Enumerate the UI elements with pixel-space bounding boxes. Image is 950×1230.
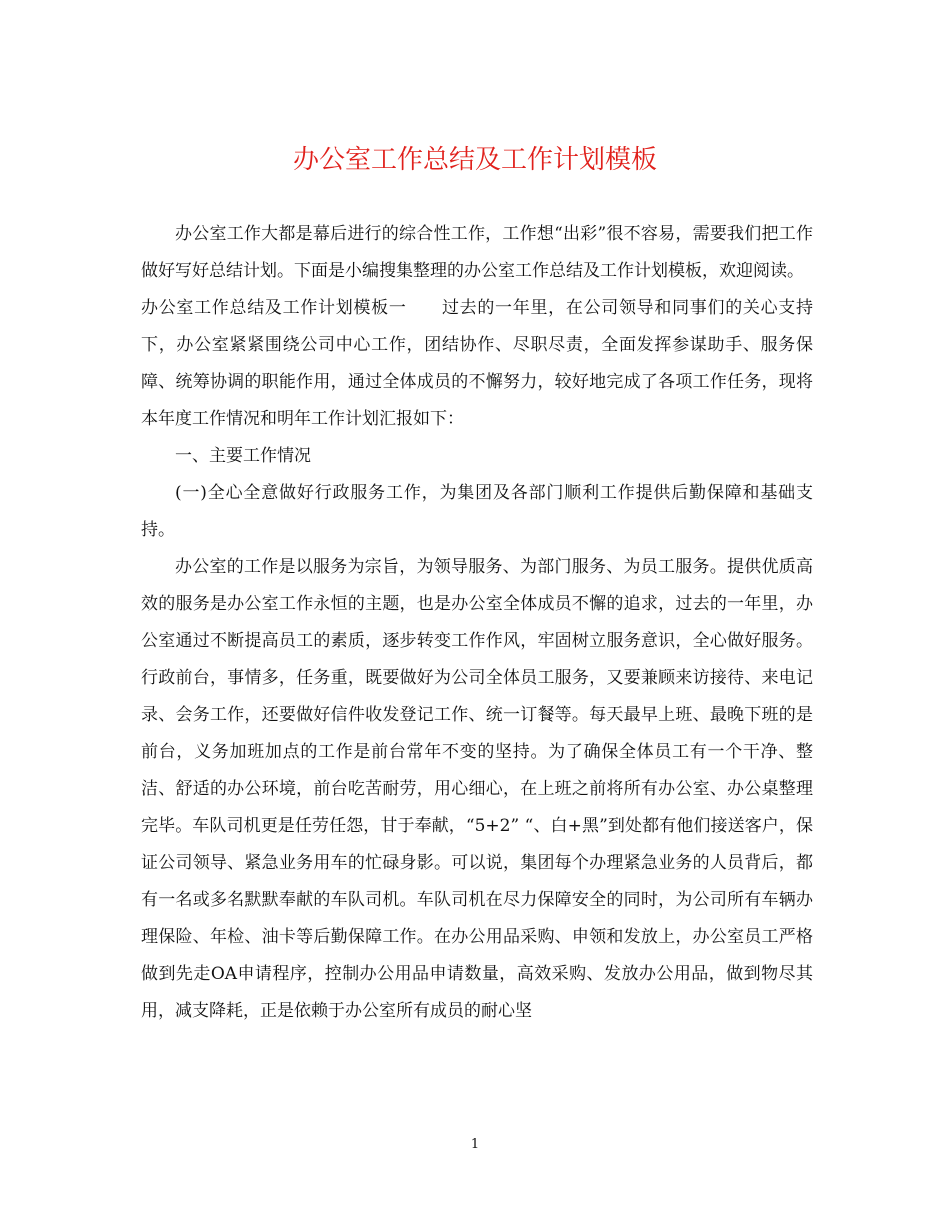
- document-title: 办公室工作总结及工作计划模板: [292, 145, 657, 175]
- subsection-heading: (一)全心全意做好行政服务工作，为集团及各部门顺利工作提供后勤保障和基础支持。: [141, 483, 813, 540]
- paragraph-template-one: 办公室工作总结及工作计划模板一 过去的一年里，在公司领导和同事们的关心支持下，办公室紧紧围绕公司中心工作，团结协作、尽职尽责，全面发挥参谋助手、服务保障、统筹协调的职能作用，通过全体成员的不懈努力，较好地完成了各项工作任务，现将本年度工作情况和明年工作计划汇报如下：: [141, 298, 813, 429]
- paragraph-service: 办公室的工作是以服务为宗旨，为领导服务、为部门服务、为员工服务。提供优质高效的服务是办公室工作永恒的主题，也是办公室全体成员不懈的追求，过去的一年里，办公室通过不断提高员工的素质，逐步转变工作作风，牢固树立服务意识，全心做好服务。行政前台，事情多，任务重，既要做好为公司全体员工服务，又要兼顾来访接待、来电记录、会务工作，还要做好信件收发登记工作、统一订餐等。每天最早上班、最晚下班的是前台，义务加班加点的工作是前台常年不变的坚持。为了确保全体员工有一个干净、整洁、舒适的办公环境，前台吃苦耐劳，用心细心，在上班之前将所有办公室、办公桌整理完毕。车队司机更是任劳任怨，甘于奉献，“5+2” “、白+黑”到处都有他们接送客户，保证公司领导、紧急业务用车的忙碌身影。可以说，集团每个办理紧急业务的人员背后，都有一名或多名默默奉献的车队司机。车队司机在尽力保障安全的同时，为公司所有车辆办理保险、年检、油卡等后勤保障工作。在办公用品采购、申领和发放上，办公室员工严格做到先走OA申请程序，控制办公用品申请数量，高效采购、发放办公用品，做到物尽其用，减支降耗，正是依赖于办公室所有成员的耐心坚: [141, 557, 813, 1021]
- paragraph-intro: 办公室工作大都是幕后进行的综合性工作，工作想“出彩”很不容易，需要我们把工作做好写好总结计划。下面是小编搜集整理的办公室工作总结及工作计划模板，欢迎阅读。: [141, 224, 813, 281]
- section-heading: 一、主要工作情况: [175, 446, 311, 466]
- page-number: 1: [470, 1137, 480, 1152]
- document-body: [141, 216, 813, 1030]
